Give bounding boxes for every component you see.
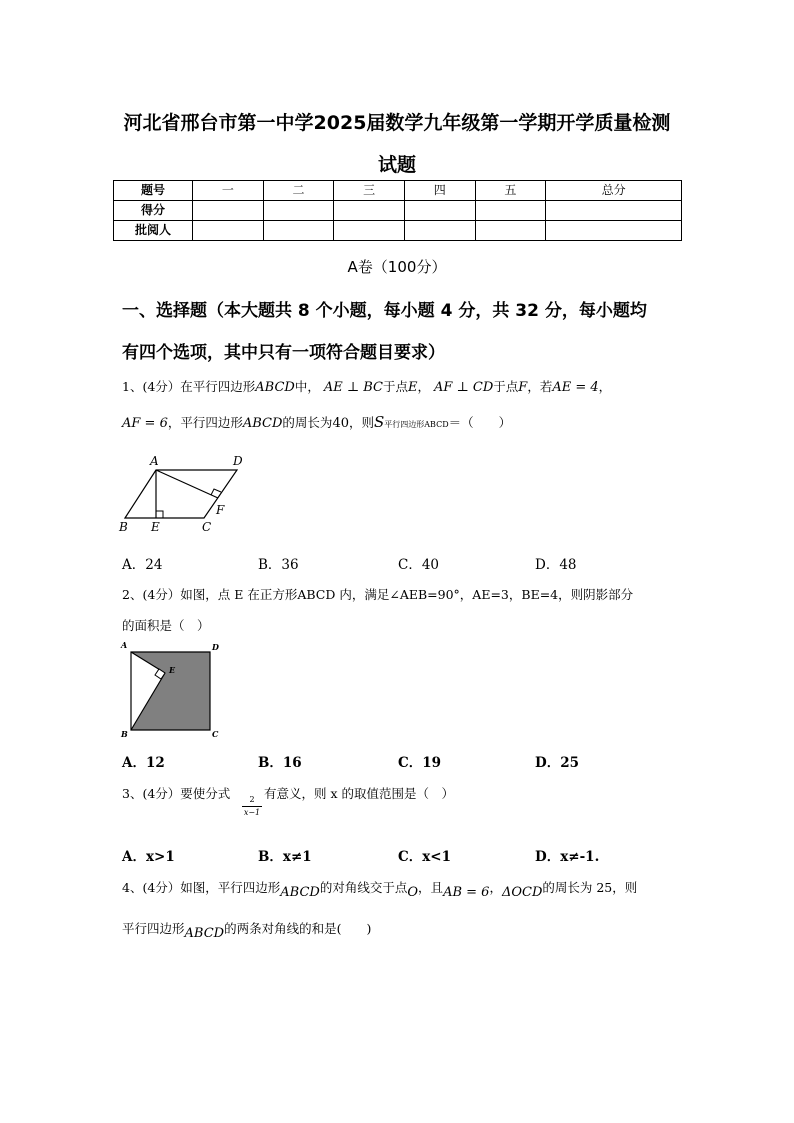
q3-option-c: C．x<1 <box>398 849 451 865</box>
q3-option-b: B．x≠1 <box>258 849 312 865</box>
q4-prefix: 4、(4分）如图，平行四边形 <box>122 880 281 895</box>
q2-option-b: B．16 <box>258 755 302 771</box>
q1-area-symbol: S <box>374 413 385 431</box>
q1-option-a: A．24 <box>122 557 163 573</box>
q1-text: ， <box>598 379 612 394</box>
q1-text: ，平行四边形 <box>167 415 243 430</box>
exam-title-line1: 河北省邢台市第一中学2025届数学九年级第一学期开学质量检测 <box>123 112 671 134</box>
score-table-row-grader <box>114 221 682 241</box>
grader-cell <box>546 221 682 241</box>
q4-o: O <box>407 885 419 900</box>
q1-text: 中， <box>294 379 320 394</box>
q1-perimeter: 40 <box>332 416 349 431</box>
grader-cell <box>263 221 334 241</box>
q1-text: ，则 <box>348 415 374 430</box>
q2-figure <box>118 640 228 742</box>
q4-line2-suffix: 的两条对角线的和是( ) <box>224 921 372 936</box>
q3-numerator: 2 <box>249 795 255 804</box>
q2-label-e: E <box>169 665 176 675</box>
q1-text: 的周长为 <box>282 415 333 430</box>
q2-label-d: D <box>212 642 219 652</box>
q1-segment-af <box>156 470 218 498</box>
section-heading-line1: 一、选择题（本大题共 8 个小题，每小题 4 分，共 32 分，每小题均 <box>122 301 647 321</box>
score-table-row-score <box>114 201 682 221</box>
q1-line1 <box>122 377 611 395</box>
q1-line2 <box>122 413 511 431</box>
score-table-header-cell: 题号 <box>114 181 193 201</box>
score-cell <box>193 201 264 221</box>
score-table-header-cell: 三 <box>334 181 405 201</box>
q1-prefix: 1、(4分）在平行四边形 <box>122 379 256 394</box>
q1-option-c: C．40 <box>398 557 440 573</box>
q1-text: ，若 <box>527 379 553 394</box>
score-table-header-cell: 二 <box>263 181 334 201</box>
score-table-header-cell: 总分 <box>546 181 682 201</box>
q4-text: 的对角线交于点 <box>319 880 408 895</box>
q1-label-e: E <box>151 520 160 534</box>
q1-cond2: AF ⊥ CD <box>433 380 494 395</box>
q3-option-d: D．x≠-1. <box>535 849 600 865</box>
score-table-row-label: 批阅人 <box>114 221 193 241</box>
q3-denominator: x−1 <box>243 808 261 817</box>
q3-fraction <box>240 795 264 818</box>
q1-text: ＝（ ） <box>448 415 512 430</box>
q4-line1 <box>122 878 638 900</box>
q2-option-a: A．12 <box>122 755 165 771</box>
q1-text: ， <box>417 379 430 394</box>
score-cell <box>263 201 334 221</box>
q1-right-angle-e <box>156 511 163 518</box>
q3-option-a: A．x>1 <box>122 849 175 865</box>
q4-text: ， <box>489 880 502 895</box>
score-table-row-label: 得分 <box>114 201 193 221</box>
q1-text: 于点 <box>493 379 519 394</box>
score-cell <box>334 201 405 221</box>
q2-option-d: D．25 <box>535 755 579 771</box>
q3-fraction-bar <box>242 806 262 807</box>
grader-cell <box>404 221 475 241</box>
q4-line2 <box>122 919 372 941</box>
grader-cell <box>334 221 405 241</box>
q2-label-c: C <box>212 729 219 739</box>
section-heading-line2: 有四个选项，其中只有一项符合题目要求） <box>122 343 445 363</box>
q3-suffix: 有意义，则 x 的取值范围是（ ） <box>264 786 454 801</box>
q4-line2-prefix: 平行四边形 <box>122 921 185 936</box>
score-table-header-cell: 五 <box>475 181 546 201</box>
q4-text: 的周长为 25，则 <box>542 880 638 895</box>
score-table-header-row <box>114 181 682 201</box>
q2-line2: 的面积是（ ） <box>122 618 210 633</box>
q1-label-a: A <box>150 454 159 468</box>
q4-triangle: ΔOCD <box>501 885 543 900</box>
q1-e: E <box>407 380 418 395</box>
q1-text: 于点 <box>382 379 408 394</box>
q1-option-d: D．48 <box>535 557 577 573</box>
q1-area-subscript: 平行四边形ABCD <box>384 420 449 429</box>
q1-abcd2: ABCD <box>242 416 283 431</box>
q4-abcd2: ABCD <box>184 926 225 941</box>
q4-abcd: ABCD <box>280 885 320 900</box>
q1-figure <box>116 450 256 535</box>
volume-title: A卷（100分） <box>347 258 447 276</box>
grader-cell <box>193 221 264 241</box>
q2-option-c: C．19 <box>398 755 442 771</box>
q4-text: ，且 <box>418 880 444 895</box>
score-cell <box>546 201 682 221</box>
q1-label-b: B <box>119 520 128 534</box>
q1-label-c: C <box>202 520 212 534</box>
q2-shaded-region <box>131 652 210 730</box>
exam-title-line2: 试题 <box>377 154 416 176</box>
q1-right-angle-f <box>211 489 221 495</box>
q4-cond: AB = 6 <box>443 885 490 900</box>
q1-label-d: D <box>233 454 243 468</box>
q1-label-f: F <box>216 503 225 517</box>
q1-cond3: AE = 4 <box>552 380 599 395</box>
score-table-header-cell: 四 <box>404 181 475 201</box>
score-cell <box>404 201 475 221</box>
q1-abcd: ABCD <box>255 380 295 395</box>
q1-cond4: AF = 6 <box>122 416 168 431</box>
grader-cell <box>475 221 546 241</box>
q1-cond1: AE ⊥ BC <box>323 380 383 395</box>
q2-line1: 2、(4分）如图，点 E 在正方形ABCD 内，满足∠AEB=90°，AE=3，BE=4，则阴影部分 <box>122 587 634 602</box>
q1-option-b: B．36 <box>258 557 299 573</box>
q2-label-a: A <box>121 640 128 650</box>
q1-f: F <box>518 380 528 395</box>
q2-label-b: B <box>121 729 128 739</box>
q3-prefix: 3、(4分）要使分式 <box>122 786 231 801</box>
score-table-header-cell: 一 <box>193 181 264 201</box>
score-table <box>113 180 682 241</box>
score-cell <box>475 201 546 221</box>
